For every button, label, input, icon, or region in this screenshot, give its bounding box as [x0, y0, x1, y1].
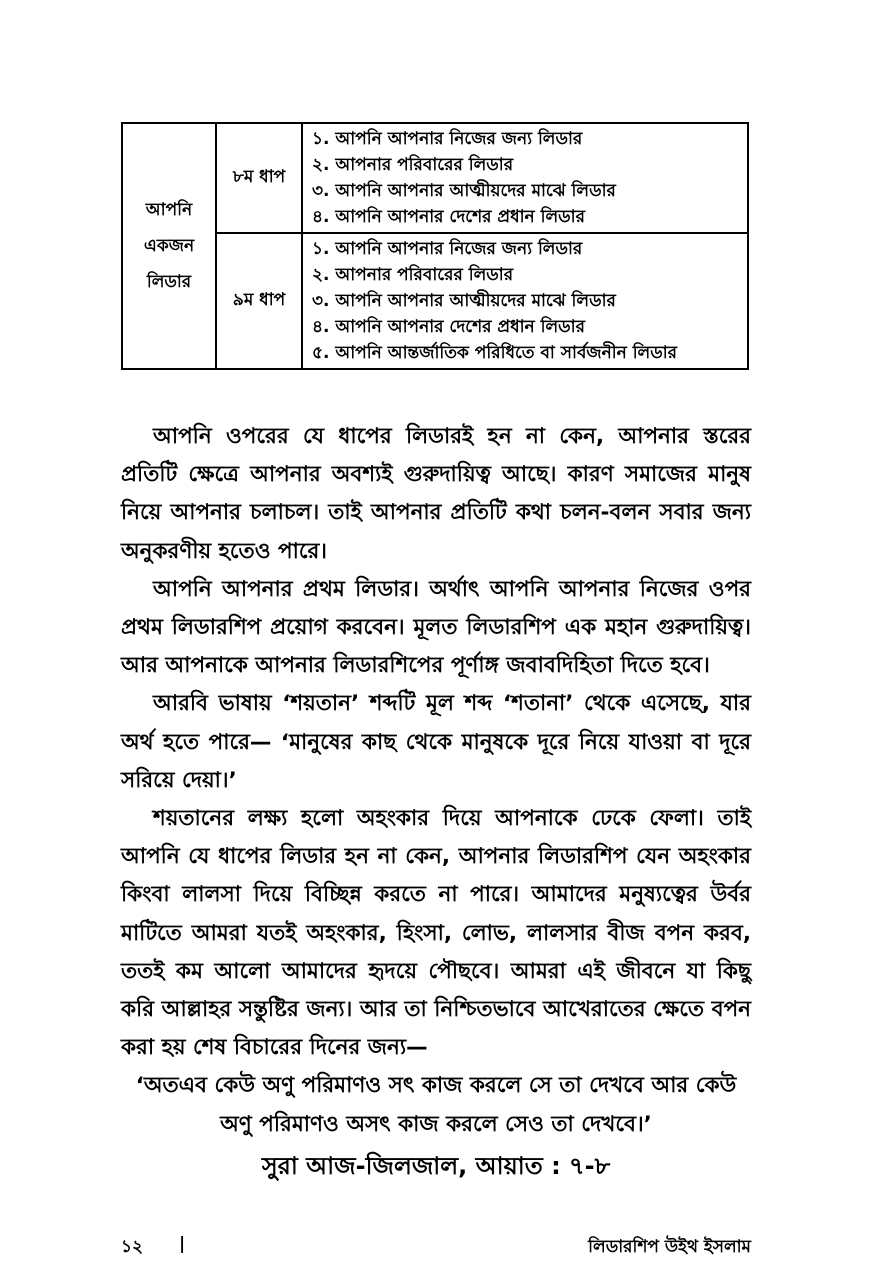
paragraph: আপনি ওপরের যে ধাপের লিডারই হন না কেন, আপনার স্তরের প্রতিটি ক্ষেত্রে আপনার অবশ্যই গুরুদায়িত্ব আছে। কারণ সমাজের মানুষ নিয়ে আপনার চলাচল। তাই আপনার প্রতিটি কথা চলন-বলন সবার জন্য অনুকরণীয় হতেও পারে। — [121, 424, 751, 564]
list-item: ১. আপনি আপনার নিজের জন্য লিডার — [312, 239, 583, 259]
role-cell — [122, 123, 216, 369]
running-title: লিডারশিপ উইথ ইসলাম — [588, 1237, 751, 1257]
page-number: ১২ — [121, 1237, 144, 1257]
stage-items-cell — [302, 123, 748, 233]
paragraph: শয়তানের লক্ষ্য হলো অহংকার দিয়ে আপনাকে ঢেকে ফেলা। তাই আপনি যে ধাপের লিডার হন না কেন, আপনার লিডারশিপ যেন অহংকার কিংবা লালসা দিয়ে বিচ্ছিন্ন করতে না পারে। আমাদের মনুষ্যত্বের উর্বর মাটিতে আমরা যতই অহংকার, হিংসা, লোভ, লালসার বীজ বপন করব, ততই কম আলো আমাদের হৃদয়ে পৌছবে। আমরা এই জীবনে যা কিছু করি আল্লাহর সন্তুষ্টির জন্য। আর তা নিশ্চিতভাবে আখেরাতের ক্ষেতে বপন করা হয় শেষ বিচারের দিনের জন্য— — [121, 806, 751, 1061]
list-item: ১. আপনি আপনার নিজের জন্য লিডার — [312, 129, 583, 149]
role-line: একজন — [143, 236, 195, 256]
paragraph: আরবি ভাষায় ‘শয়তান’ শব্দটি মূল শব্দ ‘শতানা’ থেকে এসেছে, যার অর্থ হতে পারে— ‘মানুষের কাছ থেকে মানুষকে দূরে নিয়ে যাওয়া বা দূরে সরিয়ে দেয়া।’ — [121, 691, 751, 793]
stage-items-cell — [302, 233, 748, 369]
stage-cell: ৯ম ধাপ — [216, 233, 302, 369]
body-text — [121, 418, 751, 1188]
role-line: লিডার — [146, 272, 192, 292]
list-item: ৫. আপনি আন্তর্জাতিক পরিধিতে বা সার্বজনীন লিডার — [312, 343, 678, 363]
list-item: ৪. আপনি আপনার দেশের প্রধান লিডার — [312, 207, 585, 227]
list-item: ৪. আপনি আপনার দেশের প্রধান লিডার — [312, 317, 585, 337]
table-row — [122, 233, 748, 369]
quote-line: অণু পরিমাণও অসৎ কাজ করলে সেও তা দেখবে।’ — [220, 1111, 652, 1137]
leadership-stages-table — [121, 122, 749, 370]
list-item: ২. আপনার পরিবারের লিডার — [312, 155, 514, 175]
stage-cell: ৮ম ধাপ — [216, 123, 302, 233]
role-line: আপনি — [145, 200, 193, 220]
quote-line: ‘অতএব কেউ অণু পরিমাণও সৎ কাজ করলে সে তা দেখবে আর কেউ — [135, 1073, 737, 1099]
list-item: ৩. আপনি আপনার আত্মীয়দের মাঝে লিডার — [312, 291, 616, 311]
footer-divider: | — [179, 1234, 186, 1254]
quote-citation: সুরা আজ-জিলজাল, আয়াত : ৭-৮ — [261, 1151, 611, 1180]
list-item: ৩. আপনি আপনার আত্মীয়দের মাঝে লিডার — [312, 181, 616, 201]
table-row — [122, 123, 748, 233]
list-item: ২. আপনার পরিবারের লিডার — [312, 265, 514, 285]
page-footer — [121, 1234, 751, 1258]
paragraph: আপনি আপনার প্রথম লিডার। অর্থাৎ আপনি আপনার নিজের ওপর প্রথম লিডারশিপ প্রয়োগ করবেন। মূলত লিডারশিপ এক মহান গুরুদায়িত্ব। আর আপনাকে আপনার লিডারশিপের পূর্ণাঙ্গ জবাবদিহিতা দিতে হবে। — [121, 576, 751, 679]
